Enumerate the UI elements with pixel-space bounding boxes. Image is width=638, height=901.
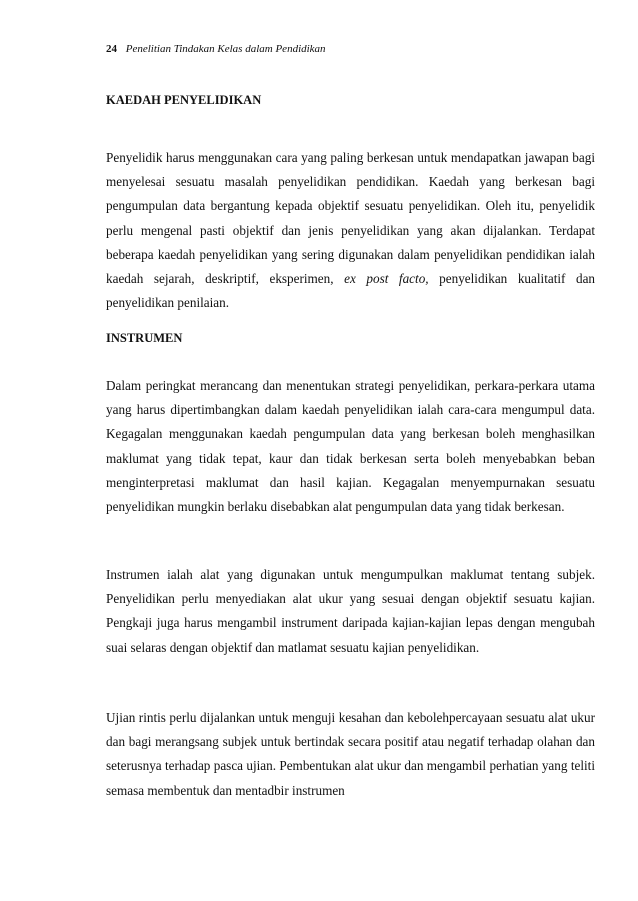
italic-term: ex post facto,: [344, 271, 429, 287]
paragraph-instrumen-2: Instrumen ialah alat yang digunakan untuk mengumpulkan maklumat tentang subjek. Penyelidikan perlu menyediakan alat ukur yang sesuai dengan objektif sesuatu kajian. Pengkaji juga harus mengambil instrument daripada kajian-kajian lepas dengan mengubah suai selaras dengan objektif dan matlamat sesuatu kajian penyelidikan.: [106, 567, 595, 655]
paragraph-instrumen-1: Dalam peringkat merancang dan menentukan strategi penyelidikan, perkara-perkara utama yang harus dipertimbangkan dalam kaedah penyelidikan ialah cara-cara mengumpul data. Kegagalan menggunakan kaedah pengumpulan data yang berkesan boleh menghasilkan maklumat yang tidak tepat, kaur dan tidak berkesan serta boleh menyebabkan beban menginterpretasi maklumat dan hasil kajian. Kegagalan menyempurnakan sesuatu penyelidikan mungkin berlaku disebabkan alat pengumpulan data yang tidak berkesan.: [106, 378, 595, 515]
paragraph-kaedah: [106, 146, 595, 315]
book-title: Penelitian Tindakan Kelas dalam Pendidikan: [125, 43, 326, 55]
running-head: [106, 42, 326, 56]
paragraph-instrumen-3: Ujian rintis perlu dijalankan untuk menguji kesahan dan kebolehpercayaan sesuatu alat ukur dan bagi merangsang subjek untuk bertindak secara positif atau negatif terhadap olahan dan seterusnya terhadap pasca ujian. Pembentukan alat ukur dan mengambil perhatian yang teliti semasa membentuk dan mentadbir instrumen: [106, 710, 595, 798]
paragraph-text: Penyelidik harus menggunakan cara yang paling berkesan untuk mendapatkan jawapan bagi menyelesai sesuatu masalah penyelidikan pendidikan. Kaedah yang berkesan bagi pengumpulan data bergantung kepada objektif sesuatu penyelidikan. Oleh itu, penyelidik perlu mengenal pasti objektif dan jenis penyelidikan yang akan dijalankan. Terdapat beberapa kaedah penyelidikan yang sering digunakan dalam penyelidikan pendidikan ialah kaedah sejarah, deskriptif, eksperimen,: [106, 150, 595, 287]
section-heading-instrumen: INSTRUMEN: [106, 331, 183, 345]
section-heading-kaedah: KAEDAH PENYELIDIKAN: [106, 93, 262, 107]
page-number: 24: [106, 43, 117, 55]
paragraph-text: penyelidikan kualitatif dan penyelidikan penilaian.: [106, 271, 596, 311]
